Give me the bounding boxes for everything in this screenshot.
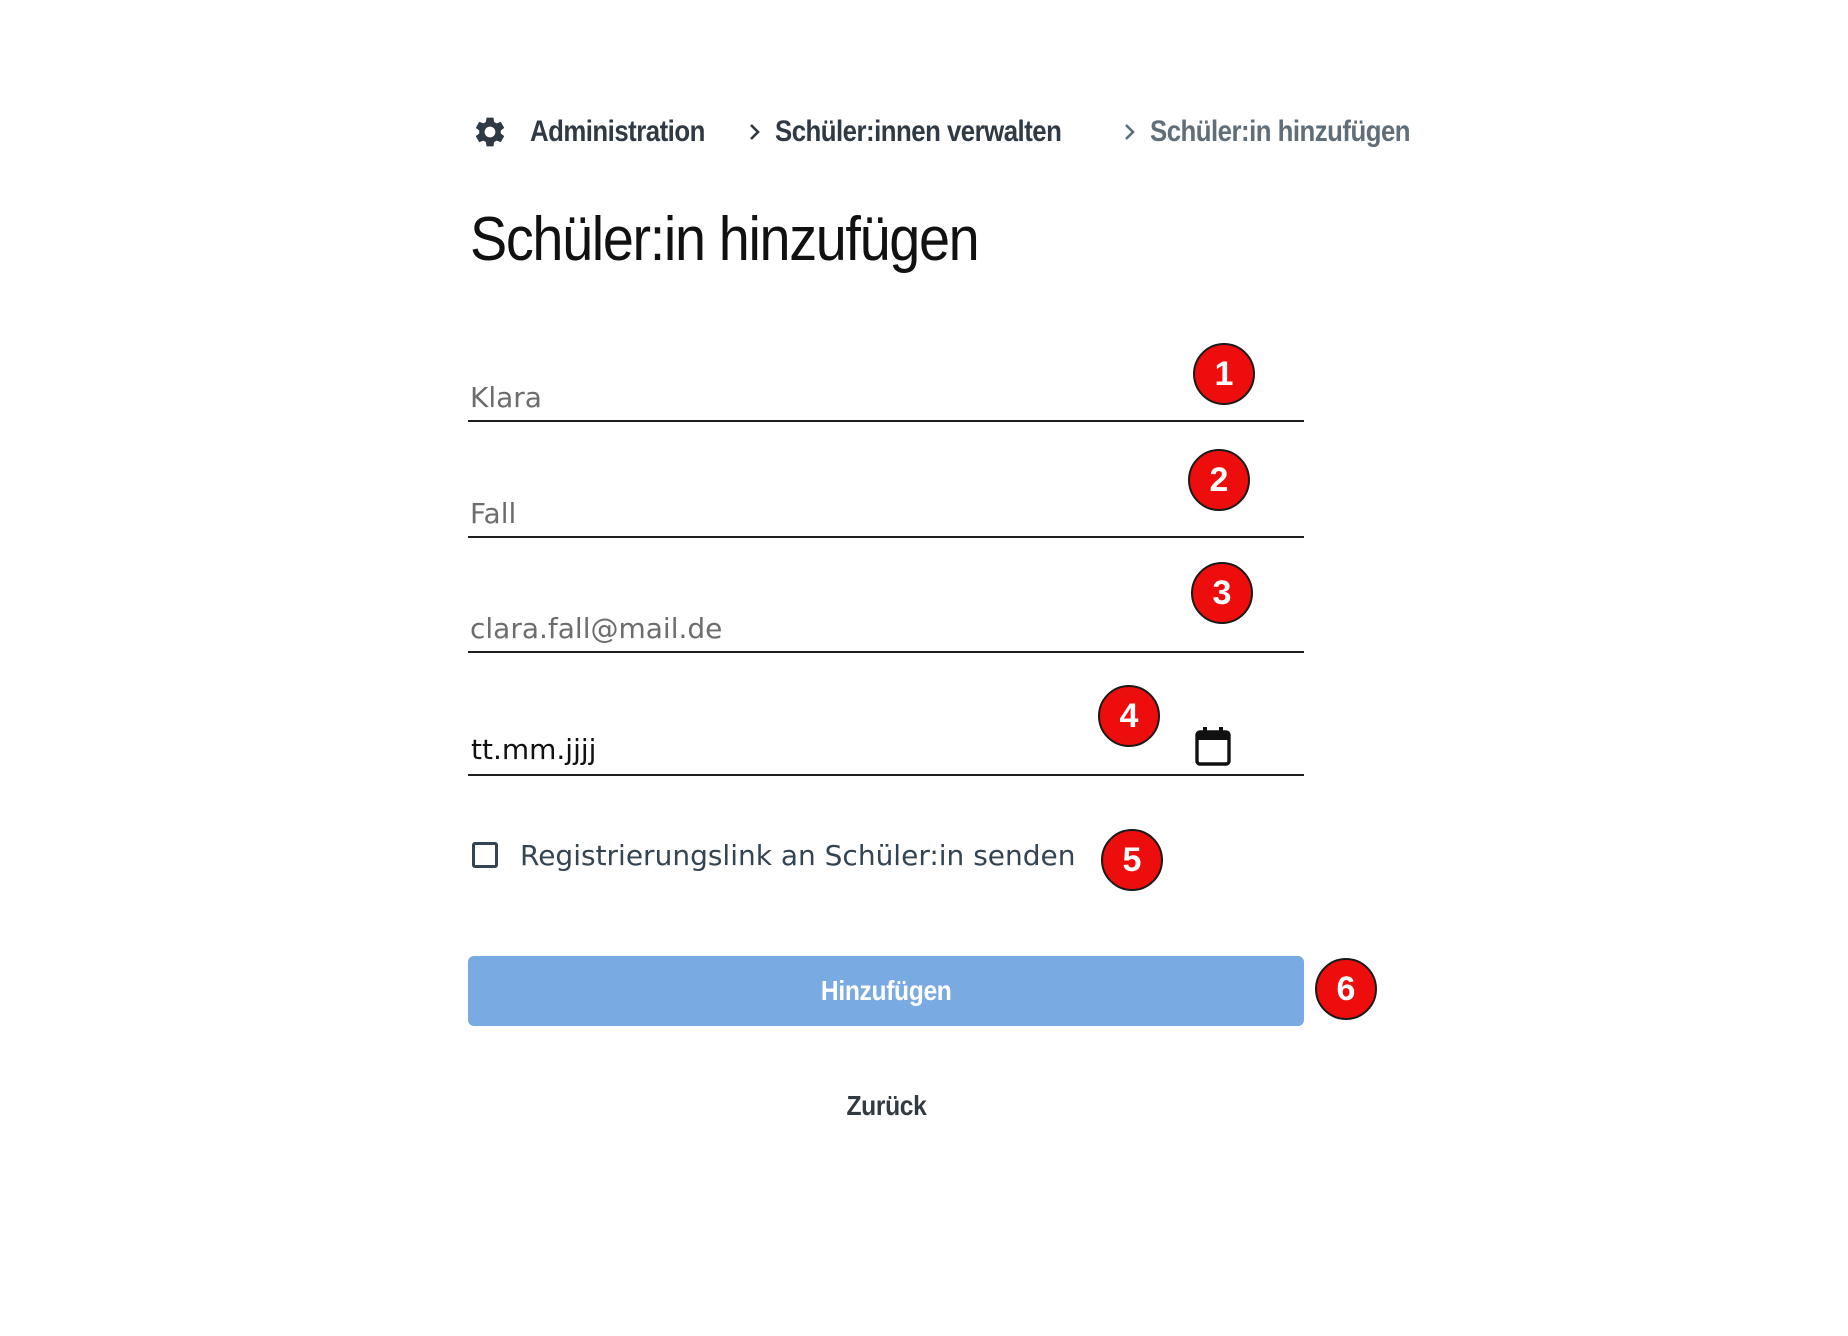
last-name-input[interactable] (470, 497, 1170, 530)
breadcrumb-link-manage-students[interactable]: Schüler:innen verwalten (775, 115, 1062, 148)
first-name-input[interactable] (470, 381, 1170, 414)
email-input[interactable] (470, 612, 1170, 645)
last-name-field (468, 476, 1304, 538)
send-link-row[interactable] (472, 833, 1076, 877)
send-link-label[interactable]: Registrierungslink an Schüler:in senden (520, 838, 1076, 872)
add-student-button-label: Hinzufügen (820, 975, 952, 1006)
annotation-marker-5: 5 (1101, 829, 1163, 891)
first-name-field (468, 360, 1304, 422)
birthdate-input[interactable]: tt.mm.jjjj (471, 733, 597, 766)
page-title: Schüler:in hinzufügen (470, 205, 979, 274)
annotation-marker-4: 4 (1098, 685, 1160, 747)
annotation-marker-3: 3 (1191, 562, 1253, 624)
email-field (468, 591, 1304, 653)
add-student-button[interactable] (468, 956, 1304, 1026)
send-link-checkbox[interactable] (472, 842, 498, 868)
breadcrumb-link-administration[interactable]: Administration (530, 115, 705, 148)
breadcrumb (470, 108, 1453, 156)
birthdate-field[interactable] (468, 712, 1304, 776)
annotation-marker-2: 2 (1188, 449, 1250, 511)
chevron-right-icon (1118, 120, 1142, 144)
annotation-marker-6: 6 (1315, 958, 1377, 1020)
back-link[interactable] (468, 1090, 1304, 1122)
annotation-marker-1: 1 (1193, 343, 1255, 405)
chevron-right-icon (743, 120, 767, 144)
calendar-icon[interactable] (1194, 726, 1232, 766)
back-link-label[interactable]: Zurück (845, 1090, 927, 1121)
breadcrumb-current: Schüler:in hinzufügen (1150, 115, 1411, 148)
gear-icon (470, 112, 510, 152)
